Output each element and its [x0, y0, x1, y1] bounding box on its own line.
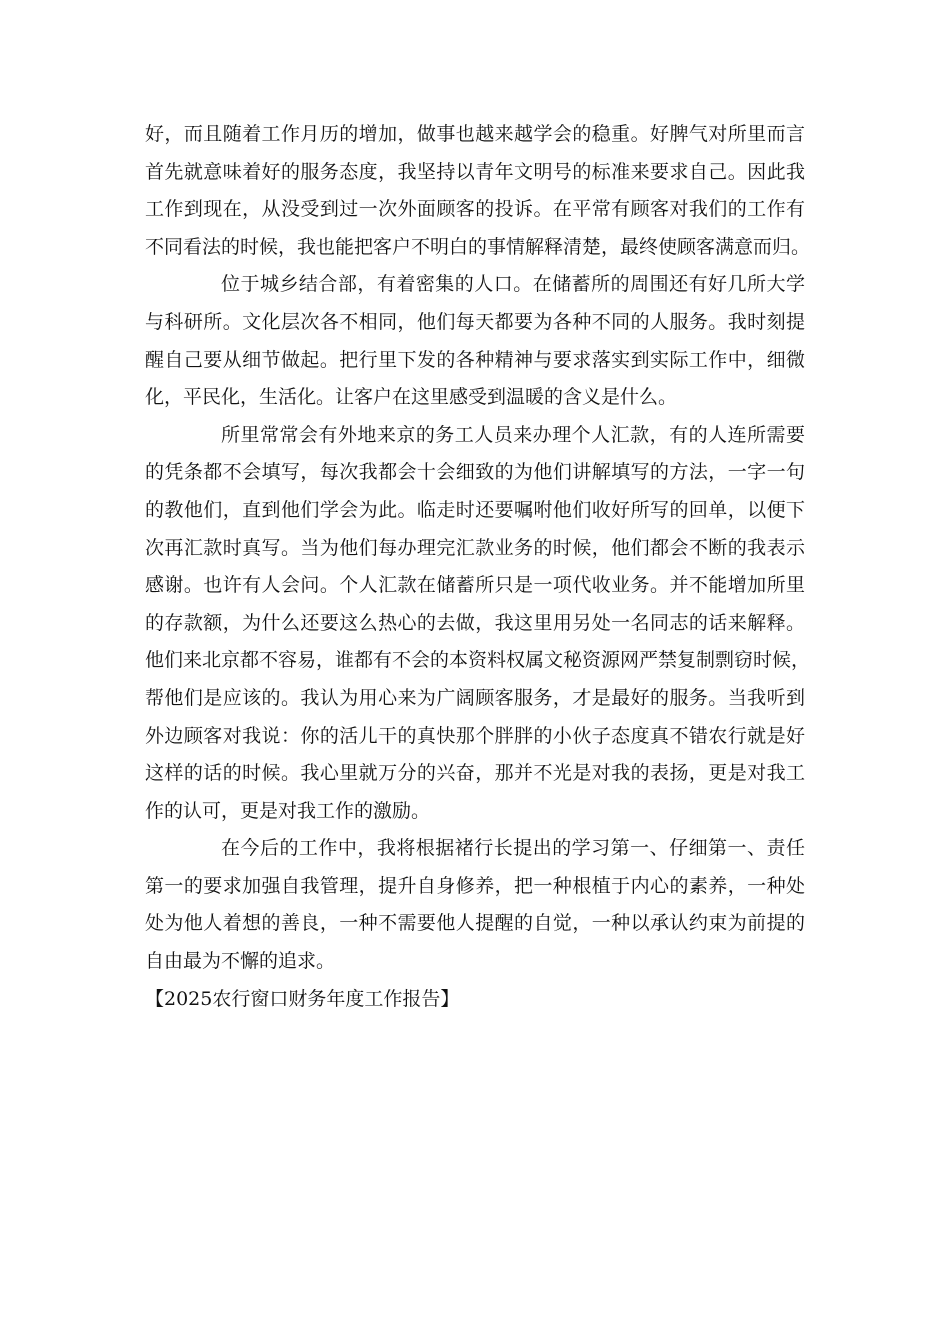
text-line: 作的认可，更是对我工作的激励。: [145, 799, 431, 822]
text-line: 外边顾客对我说：你的活儿干的真快那个胖胖的小伙子态度真不错农行就是好: [145, 724, 805, 747]
text-line: 位于城乡结合部，有着密集的人口。在储蓄所的周围还有好几所大学: [221, 273, 805, 296]
text-line: 在今后的工作中，我将根据褚行长提出的学习第一、仔细第一、责任: [221, 837, 805, 860]
text-line: 他们来北京都不容易，谁都有不会的本资料权属文秘资源网严禁复制剽窃时候，: [145, 649, 811, 672]
text-line: 醒自己要从细节做起。把行里下发的各种精神与要求落实到实际工作中，细微: [145, 348, 805, 371]
text-line: 这样的话的时候。我心里就万分的兴奋，那并不光是对我的表扬，更是对我工: [145, 762, 805, 785]
text-line: 的教他们，直到他们学会为此。临走时还要嘱咐他们收好所写的回单，以便下: [145, 498, 805, 521]
text-line: 化，平民化，生活化。让客户在这里感受到温暖的含义是什么。: [145, 386, 678, 409]
text-line: 所里常常会有外地来京的务工人员来办理个人汇款，有的人连所需要: [221, 423, 805, 446]
document-body: [145, 116, 811, 1018]
text-line: 与科研所。文化层次各不相同，他们每天都要为各种不同的人服务。我时刻提: [145, 310, 805, 333]
text-line: 感谢。也许有人会问。个人汇款在储蓄所只是一项代收业务。并不能增加所里: [145, 574, 805, 597]
document-title-footer: 【2025农行窗口财务年度工作报告】: [145, 987, 460, 1010]
text-line: 的存款额，为什么还要这么热心的去做，我这里用另处一名同志的话来解释。: [145, 611, 805, 634]
text-line: 好，而且随着工作月历的增加，做事也越来越学会的稳重。好脾气对所里而言: [145, 123, 805, 145]
text-line: 的凭条都不会填写，每次我都会十会细致的为他们讲解填写的方法，一字一句: [145, 461, 805, 484]
text-line: 帮他们是应该的。我认为用心来为广阔顾客服务，才是最好的服务。当我听到: [145, 686, 805, 709]
paragraph-1: [145, 116, 811, 266]
paragraph-2: [145, 266, 805, 416]
text-line: 次再汇款时真写。当为他们每办理完汇款业务的时候，他们都会不断的我表示: [145, 536, 805, 559]
paragraph-3: [145, 417, 811, 831]
text-line: 工作到现在，从没受到过一次外面顾客的投诉。在平常有顾客对我们的工作有: [145, 198, 805, 221]
text-line: 第一的要求加强自我管理，提升自身修养，把一种根植于内心的素养，一种处: [145, 874, 805, 897]
text-line: 首先就意味着好的服务态度，我坚持以青年文明号的标准来要求自己。因此我: [145, 160, 805, 183]
text-line: 不同看法的时候，我也能把客户不明白的事情解释清楚，最终使顾客满意而归。: [145, 235, 811, 258]
text-line: 自由最为不懈的追求。: [145, 950, 336, 973]
paragraph-4: [145, 830, 805, 980]
text-line: 处为他人着想的善良，一种不需要他人提醒的自觉，一种以承认约束为前提的: [145, 912, 805, 935]
